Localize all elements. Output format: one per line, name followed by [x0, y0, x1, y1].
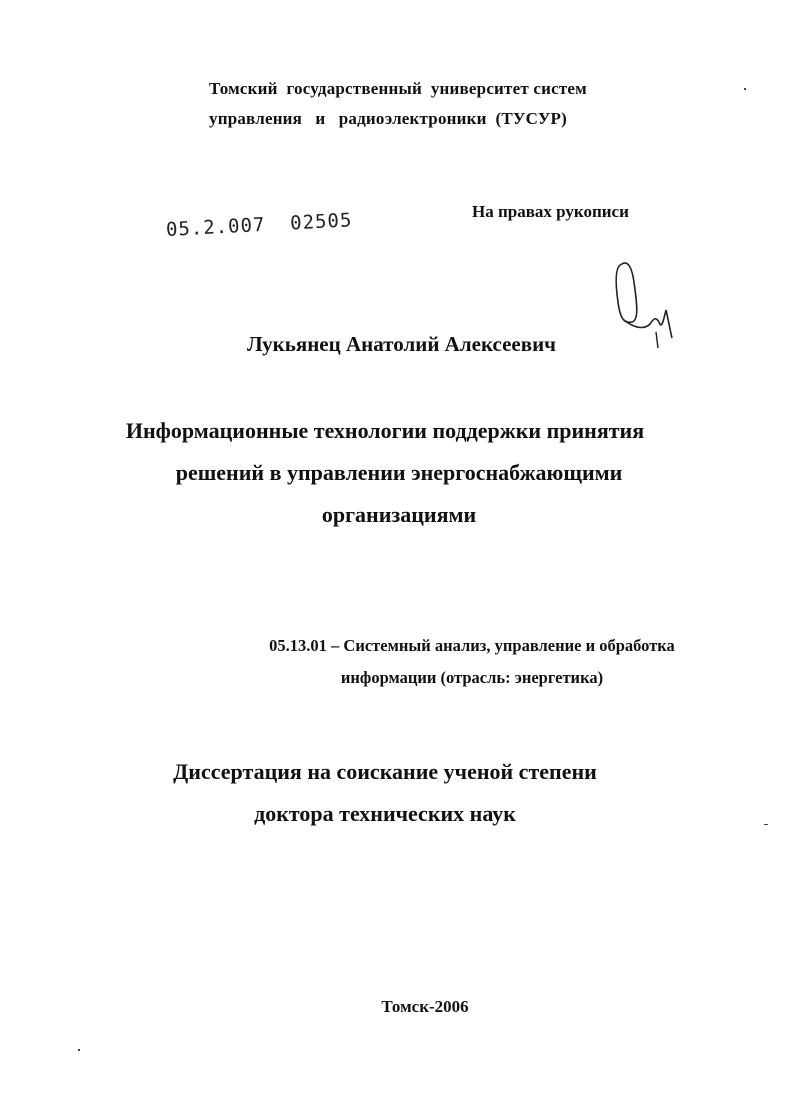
scan-speck — [78, 1049, 80, 1051]
university-name — [209, 74, 587, 134]
dissertation-title — [0, 410, 798, 536]
university-line-1: Томский государственный университет систем — [209, 79, 587, 98]
scan-speck — [764, 824, 768, 825]
registration-stamp: 05.2.007 02505 — [165, 209, 353, 241]
city-year-text: Томск-2006 — [381, 997, 469, 1016]
city-year — [0, 997, 798, 1017]
author-name: Лукьянец Анатолий Алексеевич — [247, 332, 557, 356]
signature-icon — [610, 258, 676, 350]
specialty-line-1: 05.13.01 – Системный анализ, управление и обработка — [269, 636, 675, 655]
degree-statement — [0, 751, 798, 835]
university-line-2: управления и радиоэлектроники (ТУСУР) — [209, 109, 567, 128]
degree-line-1: Диссертация на соискание ученой степени — [173, 759, 597, 784]
title-line-2: решений в управлении энергоснабжающими — [175, 460, 623, 485]
degree-line-2: доктора технических наук — [254, 801, 516, 826]
specialty-line-2: информации (отрасль: энергетика) — [340, 668, 604, 687]
title-line-3: организациями — [321, 502, 477, 527]
specialty-code — [0, 630, 798, 694]
title-line-1: Информационные технологии поддержки принятия — [125, 418, 645, 443]
manuscript-rights-note: На правах рукописи — [472, 202, 629, 221]
scan-speck — [744, 88, 746, 90]
